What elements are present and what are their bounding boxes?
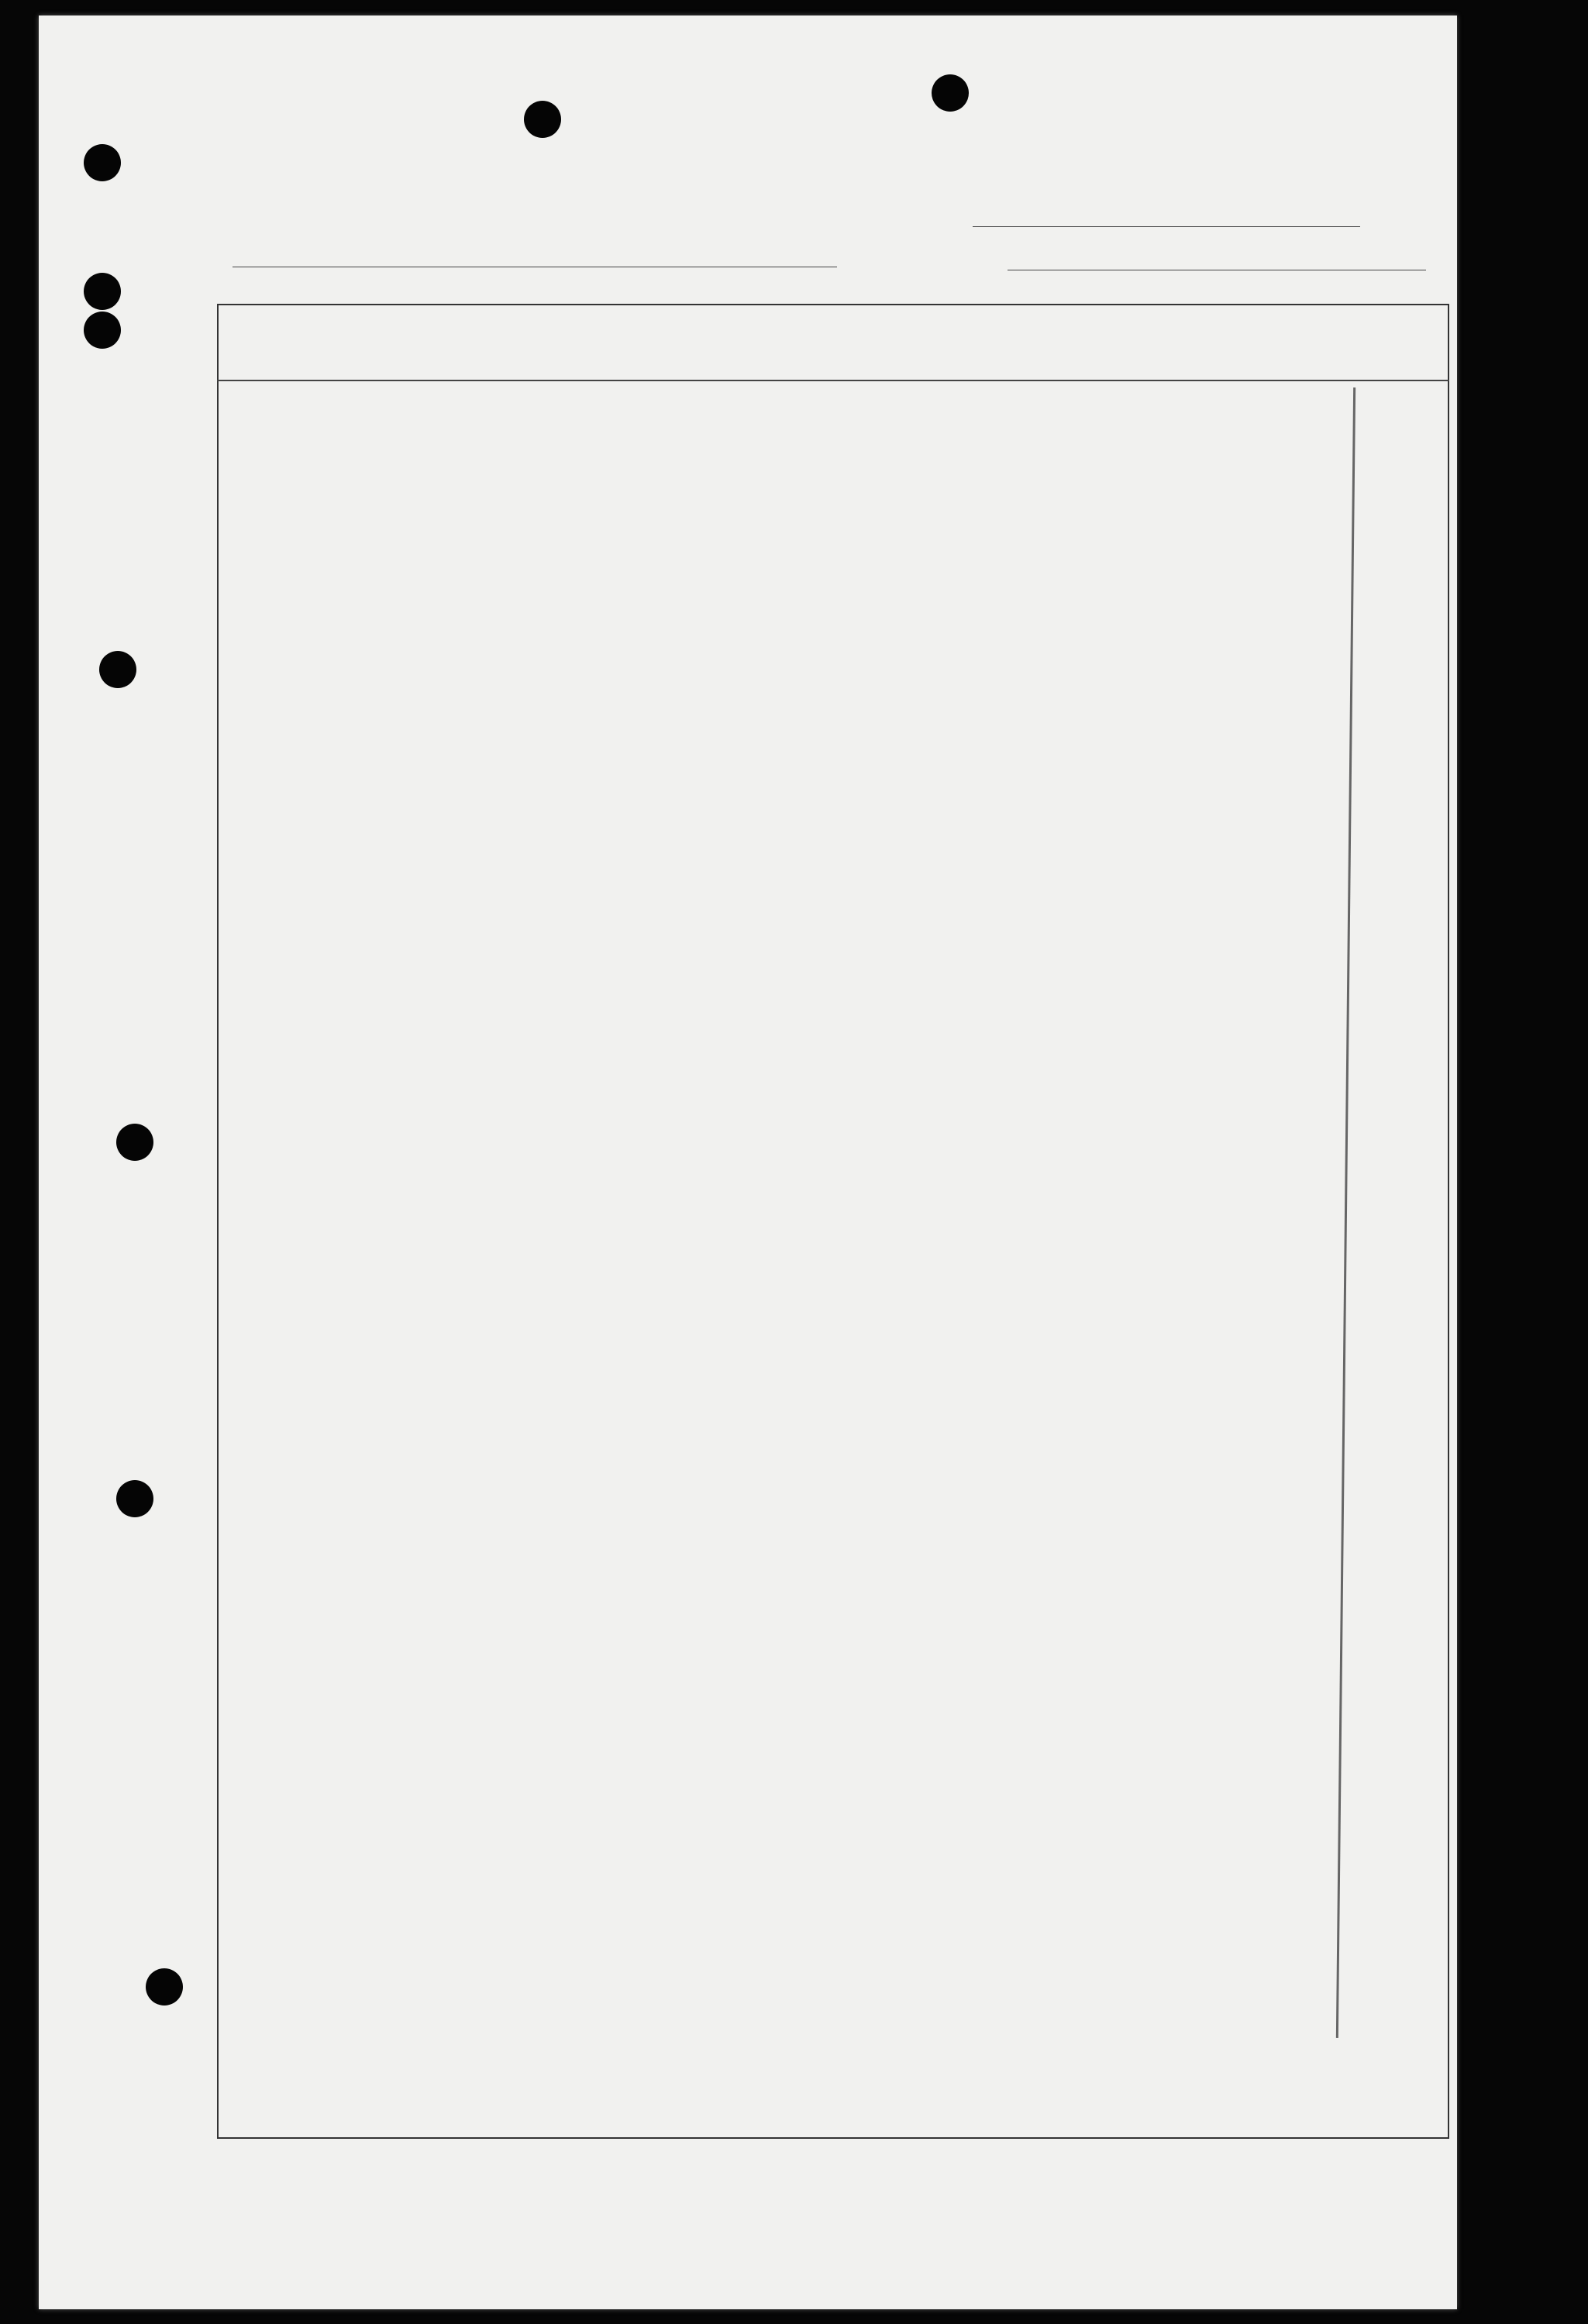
- punch-hole: [524, 101, 561, 138]
- punch-hole: [116, 1480, 153, 1517]
- punch-hole: [146, 1968, 183, 2006]
- punch-hole: [116, 1124, 153, 1161]
- punch-hole: [84, 273, 121, 310]
- punch-hole: [84, 312, 121, 349]
- punch-hole: [84, 144, 121, 181]
- manifest-table: [217, 304, 1449, 2139]
- punch-hole: [932, 74, 969, 112]
- punch-hole: [99, 651, 136, 688]
